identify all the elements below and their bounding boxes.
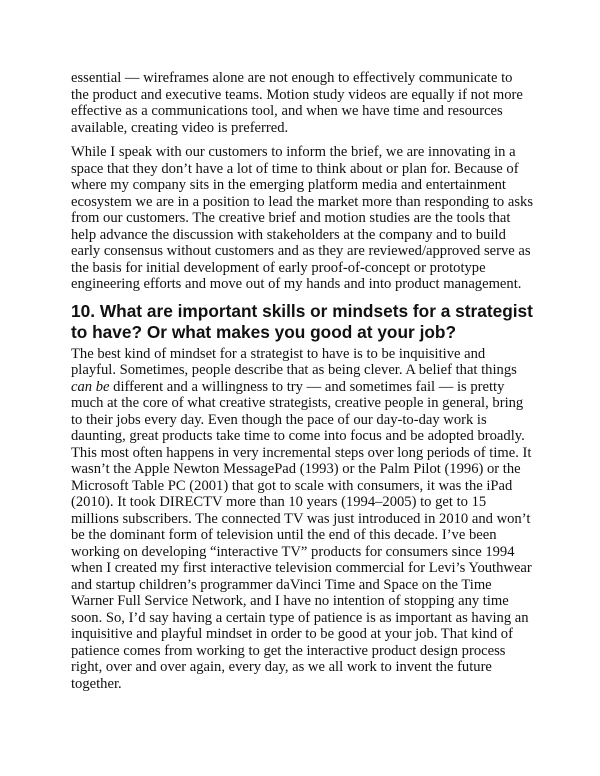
section-heading-10: 10. What are important skills or mindsets for a strategist to have? Or what makes you good at your job? <box>71 300 533 342</box>
paragraph-mindset-part2: different and a willingness to try — and sometimes fail — is pretty much at the core of what creative strategists, creative people in general, bring to their jobs every day. Even though the pace of our day-to-day work is daunting, great products take time to come into focus and be adopted broadly. This most often happens in very incremental steps over long periods of time. It wasn’t the Apple Newton MessagePad (1993) or the Palm Pilot (1996) or the Microsoft Table PC (2001) that got to scale with consumers, it was the iPad (2010). It took DIRECTV more than 10 years (1994–2005) to get to 15 millions subscribers. The connected TV was just introduced in 2010 and won’t be the dominant form of television until the end of this decade. I’ve been working on developing “interactive TV” products for consumers since 1994 when I created my first interactive television commercial for Levi’s Youthwear and startup children’s programmer daVinci Time and Space on the Time Warner Full Service Network, and I have no intention of stopping any time soon. So, I’d say having a certain type of patience is as important as having an inquisitive and playful mindset in order to be good at your job. That kind of patience comes from working to get the interactive product design process right, over and over again, every day, as we all work to invent the future together. <box>71 378 532 692</box>
paragraph-essential: essential — wireframes alone are not enough to effectively communicate to the product and executive teams. Motion study videos are equally if not more effective as a communications tool, and when we have time and resources available, creating video is preferred. <box>71 70 523 136</box>
paragraph-mindset <box>71 346 533 693</box>
paragraph-customers: While I speak with our customers to inform the brief, we are innovating in a space that they don’t have a lot of time to think about or plan for. Because of where my company sits in the emerging platform media and entertainment ecosystem we are in a position to lead the market more than responding to asks from our customers. The creative brief and motion studies are the tools that help advance the discussion with stakeholders at the company and to build early consensus without customers and as they are reviewed/approved serve as the basis for initial development of early proof-of-concept or prototype engineering efforts and move out of my hands and into product management. <box>71 144 534 292</box>
document-page <box>71 70 533 700</box>
paragraph-mindset-part1: The best kind of mindset for a strategist to have is to be inquisitive and playful. Sometimes, people describe that as being clever. A belief that things <box>71 345 517 378</box>
emphasis-can-be: can be <box>71 378 110 395</box>
